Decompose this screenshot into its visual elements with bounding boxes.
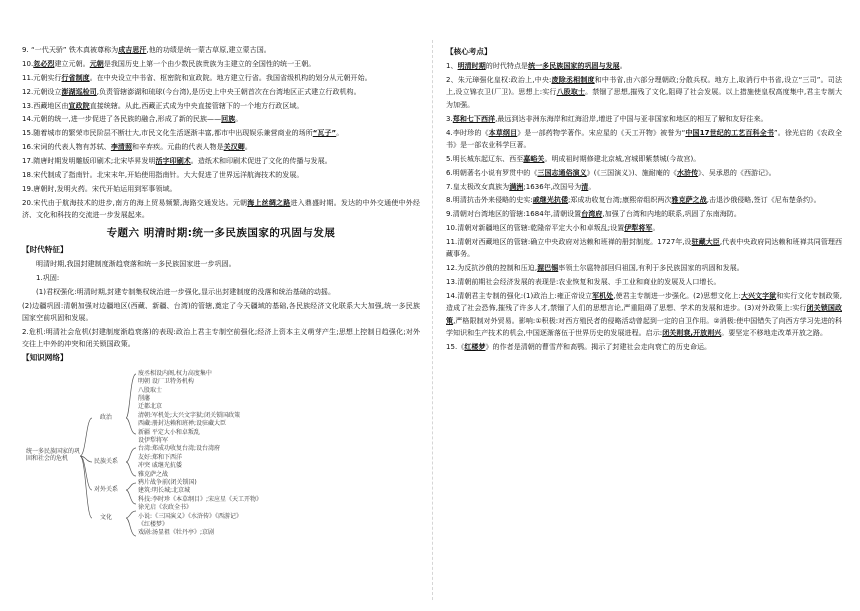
mindmap-leaf: 小说:《三国演义》《水浒传》《西游记》: [138, 512, 243, 520]
key-term: 郑和七下西洋: [452, 114, 496, 123]
mindmap-leaf: 明朝 设厂卫特务机构: [138, 378, 194, 386]
mindmap-leaf-list: [138, 370, 262, 538]
item-text: 》(《三国演义》)、施耐庵的《: [586, 168, 677, 177]
key-term: 李清照: [110, 143, 132, 152]
left-item-list: [22, 44, 420, 221]
key-term: 宣政院: [68, 101, 90, 110]
right.items-item: [446, 290, 842, 339]
item-text: 19.唐朝时,发明火药。宋代开始运用到军事领域。: [22, 184, 177, 193]
key-term: 军机处: [592, 292, 614, 301]
right.items-item: [446, 167, 842, 179]
item-text: 进入鼎盛时期。发达的中外交通使中外经济、文化和科技的交流进一步发展起来。: [22, 198, 420, 220]
item-text: 。在中央设立中书省、枢密院和宣政院。地方建立行省。我国省级机构的划分从元朝开始。: [89, 73, 372, 82]
features-heading: 【时代特征】: [22, 244, 68, 254]
mindmap-leaf: 鸦片战争前(闭关锁国): [138, 479, 197, 487]
key-term: 成吉思汗: [118, 46, 147, 54]
key-term: 活字印刷术: [155, 157, 191, 166]
item-text: 11.清朝对西藏地区的管辖:确立中央政府对达赖和班禅的册封制度。1727年,设: [446, 238, 692, 247]
right.items-item: [446, 222, 842, 234]
item-text: 18.宋代制成了指南针。北宋末年,开始使用指南针。大大促进了世界远洋航海技术的发展。: [22, 171, 304, 180]
item-text: 15.《: [446, 342, 465, 351]
paragraph-crisis: 2.危机:明清社会危机(封建制度渐趋衰落)的表现:政治上君主专制空前强化;经济上资本主义萌芽产生;思想上控制日趋强化;对外交往上中外的冲突和闭关锁国政策。: [22, 327, 420, 349]
mindmap-branch-ethnic: 民族关系: [94, 457, 119, 465]
right.items-item: [446, 127, 842, 152]
mindmap-leaf: 《红楼梦》: [138, 521, 169, 529]
right-column: [446, 44, 842, 355]
key-term: 驻藏大臣: [691, 238, 720, 247]
paragraph-frontier: (2)边疆巩固:清朝加强对边疆地区(西藏、新疆、台湾)的管辖,奠定了今天疆域的基础,各民族经济文化联系大大加强,统一多民族国家空前巩固和发展。: [22, 301, 420, 322]
key-term: 废除丞相制度: [551, 76, 595, 85]
mindmap-root: 统一多民族国家的巩固和社会的危机: [26, 447, 81, 462]
item-text: ”。徐光启的《农政全书》是一部农业科学巨著。: [446, 128, 842, 149]
mindmap-leaf: 科技:李时珍《本草纲目》;宋应星《天工开物》: [138, 495, 263, 503]
item-text: ;1636年,改国号为: [523, 182, 582, 191]
left_items-item: [22, 197, 420, 222]
item-text: ,严格限制对外贸易。影响:①积极:对西方殖民者的侵略活动曾起到一定的自卫作用。②消极:使中国错失了向西方学习先进的科学知识和生产技术的机会,中国逐渐落伍于世界历史的发展进程。启示:: [446, 316, 842, 337]
left_items-item: [22, 113, 420, 125]
item-text: 是我国历史上第一个由少数民族贵族为主建立的全国性的统一王朝。: [103, 59, 316, 68]
item-text: 14.清朝君主专制的强化:(1)政治上:雍正帝设立: [446, 292, 593, 301]
knowledge-mindmap: [22, 368, 322, 539]
mindmap-leaf: 迁都北京: [138, 403, 163, 411]
right.items-item: [446, 60, 842, 72]
key-term: 清: [581, 182, 589, 191]
core-points-heading: 【核心考点】: [446, 47, 492, 56]
item-text: 9. “一代天骄” 铁木真被尊称为: [22, 46, 119, 54]
left_items-item: [22, 58, 420, 70]
item-text: 3.: [446, 114, 453, 123]
item-text: ,加强了台湾和内地的联系,巩固了东南海防。: [602, 210, 741, 219]
key-term: 渥巴锡: [537, 264, 559, 273]
left_items-item: [22, 183, 420, 195]
key-term: 统一多民族国家的巩固与发展: [528, 62, 620, 71]
core-points-list: [446, 60, 842, 353]
left_items-item: [22, 127, 420, 139]
mindmap-branch-politics: 政治: [100, 413, 113, 421]
key-term: 闭关锁国政策: [446, 304, 842, 325]
mindmap-leaf: 新疆 平定大小和卓叛乱: [138, 428, 200, 436]
mindmap-leaf: 友好:郑和下西洋: [138, 453, 183, 461]
left_items-item: [22, 141, 420, 153]
key-term: 雅克萨之战: [671, 196, 707, 205]
item-text: 直接统辖。从此,西藏正式成为中央直接管辖下的一个地方行政区域。: [89, 101, 304, 110]
subheading-consolidation: 1.巩固:: [36, 273, 60, 282]
item-text: ,使君主专制进一步强化。(2)思想文化上:: [613, 292, 741, 301]
item-text: 。: [619, 62, 627, 71]
item-text: 。要坚定不移地走改革开放之路。: [721, 328, 828, 337]
item-text: 13.西藏地区由: [22, 101, 69, 110]
item-text: 1、: [446, 62, 458, 71]
mindmap-leaf: 设伊犁将军: [138, 436, 169, 444]
item-text: 和辛弃疾。元曲的代表人物是: [132, 143, 224, 152]
mindmap-leaf: 戏剧:汤显祖《牡丹亭》;京剧: [138, 529, 215, 537]
right.items-item: [446, 341, 842, 353]
item-text: 。: [336, 129, 344, 138]
key-term: “瓦子”: [312, 129, 337, 138]
item-text: 12.为反抗沙俄的控制和压迫,: [446, 264, 538, 273]
item-text: 5.明长城东起辽东、西至: [446, 154, 524, 163]
mindmap-leaf: 建筑:明长城;北京城: [138, 487, 191, 495]
left_items-item: [22, 72, 420, 84]
item-text: ,他的功绩是统一蒙古草原,建立蒙古国。: [146, 46, 271, 54]
key-term: 大兴文字狱: [740, 292, 777, 301]
item-text: 。: [235, 115, 243, 124]
item-text: 的时代特点是: [485, 62, 529, 71]
mindmap-leaf: 台湾:郑成功收复台湾;设台湾府: [138, 445, 221, 453]
mindmap-leaf: 西藏:册封达赖和班禅;设驻藏大臣: [138, 420, 227, 428]
left_items-item: [22, 44, 420, 56]
item-text: 11.元朝实行: [22, 73, 62, 82]
right.items-item: [446, 153, 842, 165]
item-text: 。禁锢了思想,摧残了文化,阻碍了社会发展。以上措施使皇权高度集中,君主专制大为加强。: [446, 88, 843, 109]
right.items-item: [446, 276, 842, 288]
right.items-item: [446, 113, 842, 125]
item-text: 9.清朝对台湾地区的管辖:1684年,清朝设置: [446, 210, 582, 219]
right.items-item: [446, 181, 842, 193]
key-term: 红楼梦: [464, 342, 486, 351]
left_items-item: [22, 155, 420, 167]
item-text: 。明成祖时期修建北京城,宫城即紫禁城(今故宫)。: [544, 154, 701, 163]
item-text: 。造纸术和印刷术促进了文化的传播与发展。: [190, 157, 332, 166]
item-text: 7.皇太极改女真族为: [446, 182, 510, 191]
key-term: 戚继光抗倭: [532, 196, 568, 205]
item-text: ,负责管辖澎湖和琉球(今台湾),是历史上中央王朝首次在台湾地区正式建立行政机构。: [96, 87, 361, 96]
key-term: 海上丝绸之路: [247, 198, 291, 207]
key-term: 满洲: [509, 182, 524, 191]
key-term: 伊犁将军: [624, 224, 653, 233]
key-term: 忽必烈: [33, 59, 55, 68]
key-term: 八股取士: [556, 88, 586, 97]
item-text: 。: [244, 143, 252, 152]
mindmap-branch-foreign: 对外关系: [94, 485, 119, 493]
item-text: 和实行文化专制政策,造成了社会恐怖,摧残了许多人才,禁锢了人们的思想言论,严重阻碍了思想、学术的发展和进步。(3)对外政策上:实行: [446, 292, 842, 313]
item-text: 》、吴承恩的《西游记》。: [698, 168, 776, 177]
item-text: ,击退沙俄侵略,签订《尼布楚条约》。: [706, 196, 821, 205]
item-text: ;郑成功收复台湾;康熙帝组织两次: [568, 196, 672, 205]
right.items-item: [446, 208, 842, 220]
left_items-item: [22, 169, 420, 181]
key-term: 回族: [221, 115, 236, 124]
item-text: 4.李时珍的《: [446, 128, 489, 137]
key-term: 本草纲目: [488, 128, 518, 137]
mindmap-leaf: 徐光启《农政全书》: [138, 504, 193, 512]
key-term: 水浒传: [676, 168, 699, 177]
key-term: 明清时期: [457, 62, 486, 71]
key-term: 澎湖巡检司: [61, 87, 97, 96]
item-text: 10.清朝对新疆地区的管辖:乾隆帝平定大小和卓叛乱;设置: [446, 224, 625, 233]
item-text: 。: [588, 182, 596, 191]
mindmap-leaf: 冲突 戚继光抗倭: [138, 462, 182, 470]
mindmap-leaf: 废丞相设内阁,权力高度集中: [138, 369, 212, 377]
network-heading: 【知识网络】: [22, 353, 68, 363]
item-text: 建立元朝。: [54, 59, 90, 68]
column-divider: [432, 40, 433, 600]
mindmap-branch-culture: 文化: [100, 513, 113, 521]
mindmap-leaf: 削藩: [138, 394, 151, 402]
item-text: 13.清朝前期社会经济发展的表现是:农业恢复和发展、手工业和商业的发展及人口增长。: [446, 278, 721, 287]
item-text: 15.随着城市的繁荣市民阶层不断壮大,市民文化生活逐渐丰富,都市中出现娱乐兼营商业的场所: [22, 129, 313, 138]
item-text: 率领土尔扈特部回归祖国,有利于多民族国家的巩固和发展。: [558, 264, 744, 273]
left_items-item: [22, 100, 420, 112]
item-text: 10.: [22, 59, 34, 68]
key-term: 关汉卿: [223, 143, 245, 152]
item-text: 17.隋唐时期发明雕版印刷术;北宋毕昇发明: [22, 157, 156, 166]
item-text: 16.宋词的代表人物有苏轼、: [22, 143, 111, 152]
item-text: 8.明清抗击外来侵略的史实:: [446, 196, 533, 205]
key-term: 闭关则衰,开放则兴: [662, 328, 722, 337]
paragraph-monarchy: (1)君权强化:明清时期,封建专制集权统治进一步强化,显示出封建制度的没落和统治基础的动摇。: [36, 287, 336, 296]
key-term: 中国17世纪的工艺百科全书: [685, 128, 774, 137]
item-text: 。: [652, 224, 660, 233]
left_items-item: [22, 86, 420, 98]
key-term: 元朝: [89, 59, 104, 68]
key-term: 嘉峪关: [523, 154, 545, 163]
right.items-item: [446, 194, 842, 206]
item-text: 和中书省,由六部分理朝政;分散兵权。地方上,取消行中书省,设立“三司”。司法上,设立锦衣卫(厂卫)。思想上:实行: [446, 76, 842, 97]
section-title: 专题六 明清时期:统一多民族国家的巩固与发展: [106, 227, 336, 240]
item-text: 》是一部药物学著作。宋应星的《天工开物》被誉为“: [517, 128, 686, 137]
item-text: 》的作者是清朝的曹雪芹和高鹗。揭示了封建社会走向衰亡的历史命运。: [485, 342, 712, 351]
mindmap-leaf: 雅克萨之战: [138, 470, 169, 478]
left-column: [22, 44, 420, 539]
item-text: 20.宋代由于航海技术的进步,南方的海上贸易频繁,海路交通发达。元朝: [22, 198, 248, 207]
item-text: 12.元朝设立: [22, 87, 62, 96]
item-text: 6.明朝著名小说有罗贯中的《: [446, 168, 538, 177]
key-term: 三国志通俗演义: [537, 168, 587, 177]
key-term: 行省制度: [61, 73, 90, 82]
item-text: 14.元朝的统一,进一步促进了各民族的融合,形成了新的民族——: [22, 115, 222, 124]
key-term: 台湾府: [581, 210, 603, 219]
mindmap-leaf: 清朝:军机处;大兴文字狱;闭关锁国政策: [138, 411, 241, 419]
mindmap-leaf: 八股取士: [138, 386, 163, 394]
item-text: ,最远到达非洲东海岸和红海沿岸,增进了中国与亚非国家和地区的相互了解和友好往来。: [495, 114, 768, 123]
right.items-item: [446, 236, 842, 261]
intro-paragraph: 明清时期,我国封建制度渐趋衰落和统一多民族国家进一步巩固。: [36, 259, 236, 268]
right.items-item: [446, 262, 842, 274]
right.items-item: [446, 74, 842, 111]
item-text: 2、朱元璋强化皇权:政治上,中央:: [446, 76, 552, 85]
item-text: ,代表中央政府同达赖和班禅共同管理西藏事务。: [446, 238, 843, 259]
